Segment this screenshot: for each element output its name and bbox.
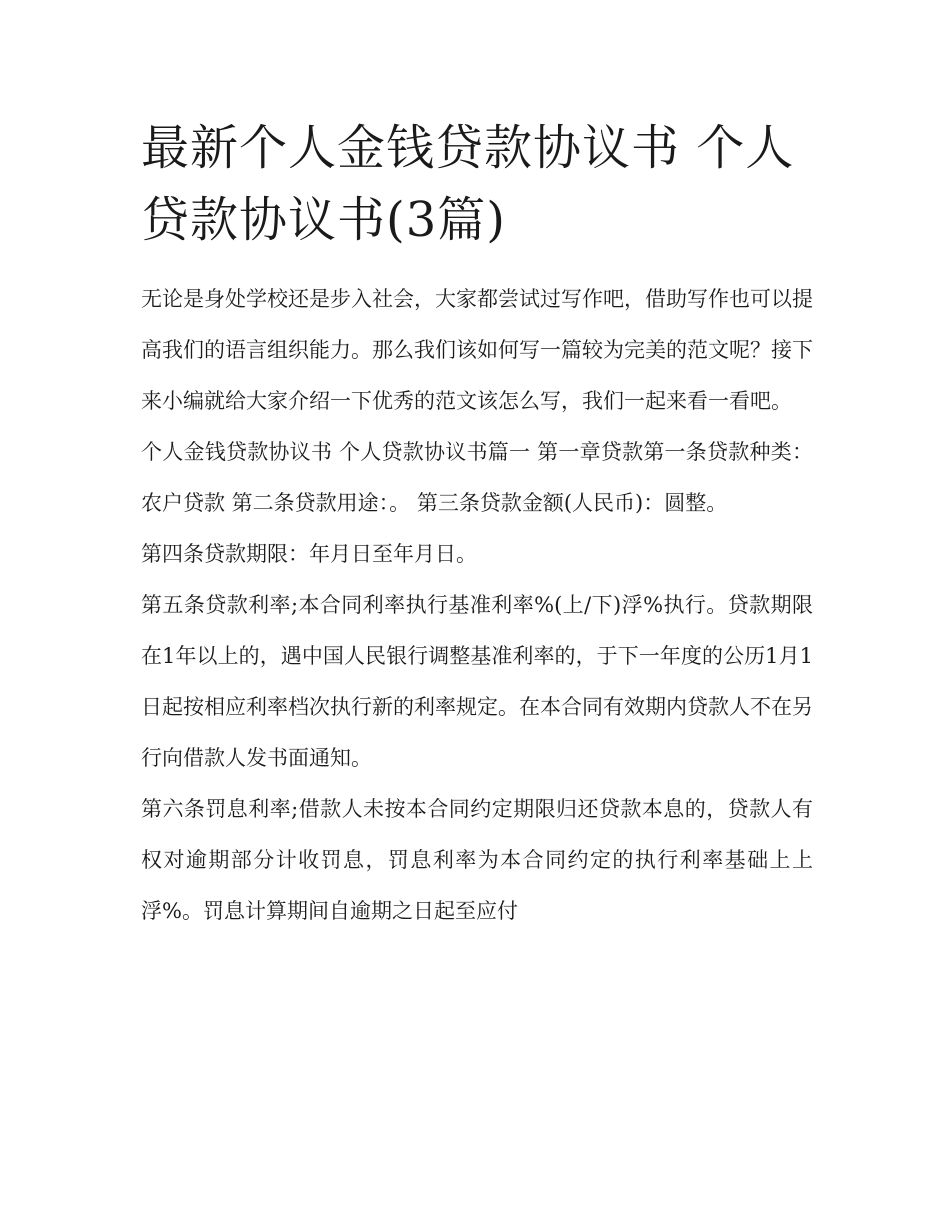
clause-paragraph-1-3: 个人金钱贷款协议书 个人贷款协议书篇一 第一章贷款第一条贷款种类：农户贷款 第二条贷款用途：。 第三条贷款金额(人民币)：圆整。 xyxy=(141,440,813,515)
document-title: 最新个人金钱贷款协议书 个人贷款协议书(3篇) xyxy=(141,120,795,248)
clause-paragraph-5: 第五条贷款利率;本合同利率执行基准利率%(上/下)浮%执行。贷款期限在1年以上的，遇中国人民银行调整基准利率的，于下一年度的公历1月1日起按相应利率档次执行新的利率规定。在本合同有效期内贷款人不在另行向借款人发书面通知。 xyxy=(141,593,813,770)
clause-paragraph-6: 第六条罚息利率;借款人未按本合同约定期限归还贷款本息的，贷款人有权对逾期部分计收罚息，罚息利率为本合同约定的执行利率基础上上浮%。罚息计算期间自逾期之日起至应付 xyxy=(141,797,813,923)
document-page xyxy=(141,112,813,937)
clause-paragraph-4: 第四条贷款期限：年月日至年月日。 xyxy=(141,542,477,566)
intro-paragraph: 无论是身处学校还是步入社会，大家都尝试过写作吧，借助写作也可以提高我们的语言组织能力。那么我们该如何写一篇较为完美的范文呢？接下来小编就给大家介绍一下优秀的范文该怎么写，我们一起来看一看吧。 xyxy=(141,287,813,413)
